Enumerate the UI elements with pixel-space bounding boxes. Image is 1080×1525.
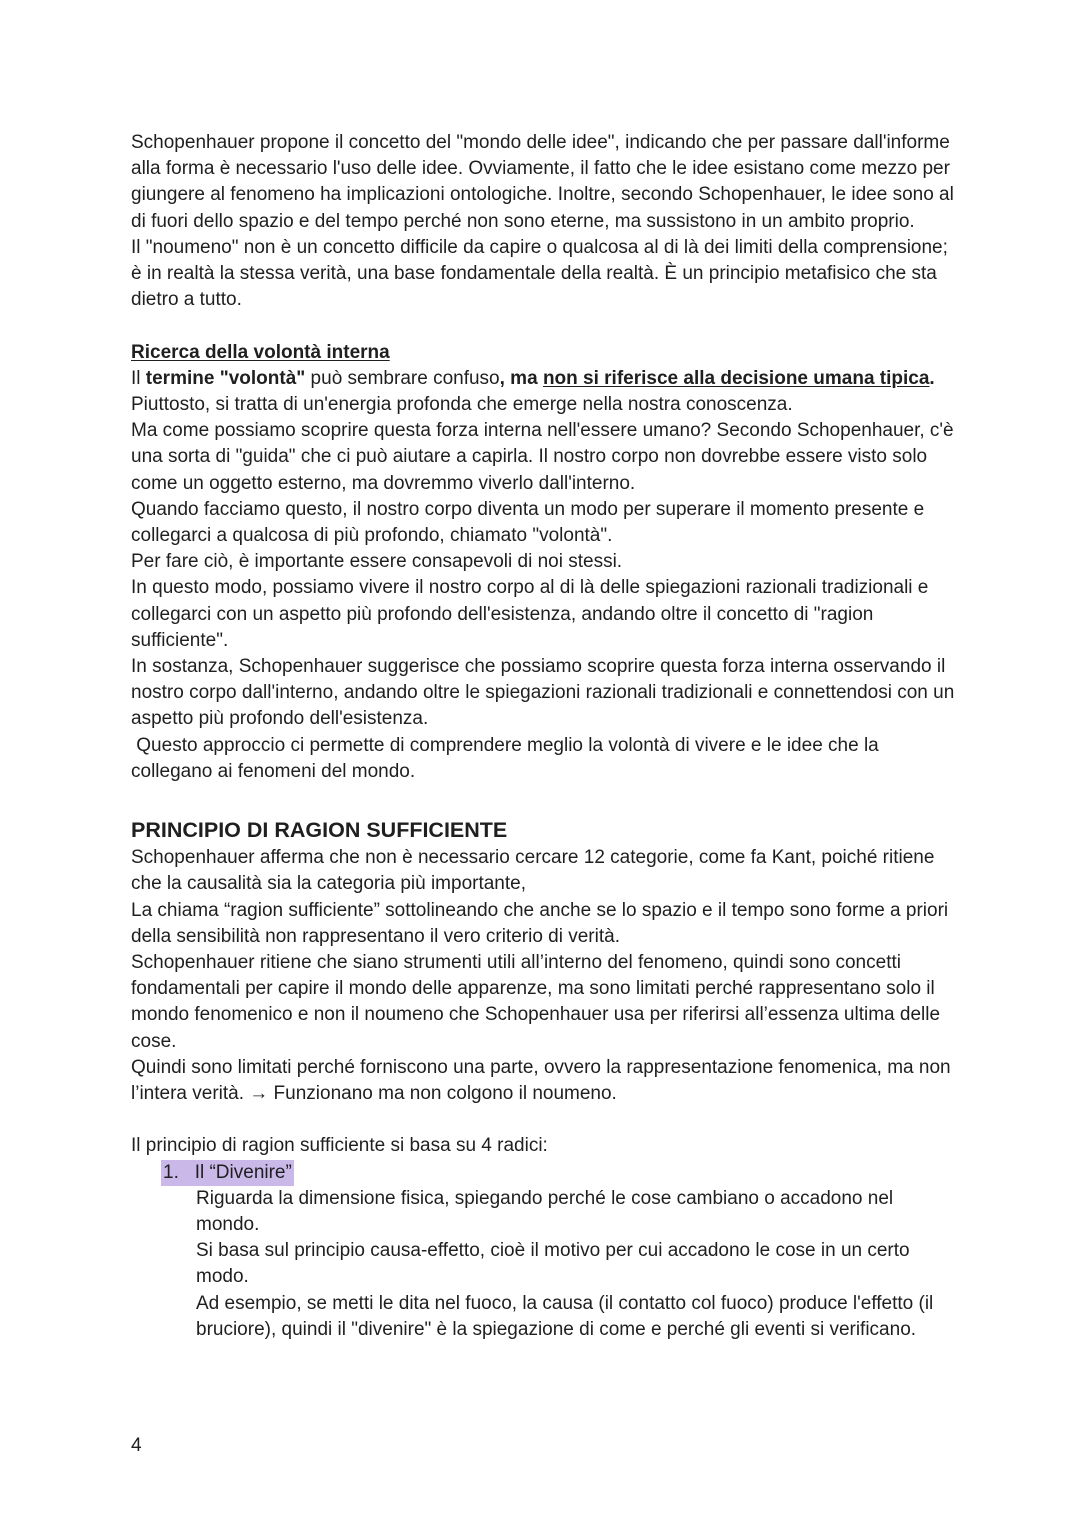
list-intro: Il principio di ragion sufficiente si basa su 4 radici: bbox=[131, 1135, 548, 1157]
list-item-title: Il “Divenire” bbox=[194, 1161, 292, 1183]
text-run: può sembrare confuso bbox=[305, 367, 500, 389]
list-item-paragraph: Riguarda la dimensione fisica, spiegando perché le cose cambiano o accadono nel mondo. bbox=[196, 1187, 894, 1236]
document-page bbox=[131, 130, 961, 1343]
volonta-paragraph: In sostanza, Schopenhauer suggerisce che possiamo scoprire questa forza interna osservando il nostro corpo dall'interno, andando oltre le spiegazioni razionali tradizionali e connettendosi con un aspetto più profondo dell'esistenza. bbox=[131, 656, 955, 730]
section-heading-volonta: Ricerca della volontà interna bbox=[131, 341, 390, 363]
volonta-first-paragraph bbox=[131, 366, 961, 418]
volonta-paragraph: Ma come possiamo scoprire questa forza interna nell'essere umano? Secondo Schopenhauer, c'è una sorta di "guida" che ci può aiutare a capirla. Il nostro corpo non dovrebbe essere visto solo come un oggetto esterno, ma dovremmo viverlo dall'interno. bbox=[131, 420, 954, 494]
intro-paragraph-2: Il "noumeno" non è un concetto difficile da capire o qualcosa al di là dei limiti della comprensione; è in realtà la stessa verità, una base fondamentale della realtà. È un principio metafisico che sta dietro a tutto. bbox=[131, 236, 948, 311]
spacer bbox=[131, 785, 961, 811]
bold-run: . bbox=[929, 367, 935, 389]
list-item-heading bbox=[163, 1160, 961, 1186]
list-item-divenire bbox=[131, 1160, 961, 1343]
spacer bbox=[131, 313, 961, 339]
ragion-paragraph: Schopenhauer afferma che non è necessario cercare 12 categorie, come fa Kant, poiché ritiene che la causalità sia la categoria più importante, bbox=[131, 847, 935, 895]
text-run: Il bbox=[131, 367, 146, 389]
list-item-paragraph: Si basa sul principio causa-effetto, cioè il motivo per cui accadono le cose in un certo modo. bbox=[196, 1240, 910, 1288]
spacer bbox=[131, 1107, 961, 1133]
text-run: Piuttosto, si tratta di un'energia profonda che emerge nella nostra conoscenza. bbox=[131, 394, 793, 416]
volonta-paragraph: In questo modo, possiamo vivere il nostro corpo al di là delle spiegazioni razionali tradizionali e collegarci con un aspetto più profondo dell'esistenza, andando oltre il concetto di "ragion sufficiente". bbox=[131, 577, 929, 651]
bold-run: termine "volontà" bbox=[145, 367, 306, 389]
list-number: 1. bbox=[163, 1161, 179, 1183]
ragion-paragraph: Schopenhauer ritiene che siano strumenti utili all’interno del fenomeno, quindi sono concetti fondamentali per capire il mondo delle apparenze, ma sono limitati perché rappresentano solo il mondo fenomenico e non il noumeno che Schopenhauer usa per riferirsi all’essenza ultima delle cose. bbox=[131, 952, 941, 1052]
ragion-paragraph: La chiama “ragion sufficiente” sottolineando che anche se lo spazio e il tempo sono forme a priori della sensibilità non rappresentano il vero criterio di verità. bbox=[131, 899, 949, 947]
section-heading-ragion-sufficiente: PRINCIPIO DI RAGION SUFFICIENTE bbox=[131, 818, 508, 843]
ragion-paragraph: Quindi sono limitati perché forniscono una parte, ovvero la rappresentazione fenomenica, ma non l’intera verità. → Funzionano ma non colgono il noumeno. bbox=[131, 1056, 951, 1105]
volonta-paragraph: Questo approccio ci permette di comprendere meglio la volontà di vivere e le idee che la collegano ai fenomeni del mondo. bbox=[131, 734, 885, 782]
list-item-paragraph: Ad esempio, se metti le dita nel fuoco, la causa (il contatto col fuoco) produce l'effetto (il bruciore), quindi il "divenire" è la spiegazione di come e perché gli eventi si verificano. bbox=[196, 1292, 934, 1340]
intro-paragraph-1: Schopenhauer propone il concetto del "mondo delle idee", indicando che per passare dall'informe alla forma è necessario l'uso delle idee. Ovviamente, il fatto che le idee esistano come mezzo per giungere al fenomeno ha implicazioni ontologiche. Inoltre, secondo Schopenhauer, le idee sono al di fuori dello spazio e del tempo perché non sono eterne, ma sussistono in un ambito proprio. bbox=[131, 132, 954, 232]
page-number: 4 bbox=[131, 1435, 142, 1456]
highlighted-list-label bbox=[161, 1160, 294, 1186]
volonta-paragraph: Per fare ciò, è importante essere consapevoli di noi stessi. bbox=[131, 551, 623, 573]
bold-underlined-run: non si riferisce alla decisione umana tipica bbox=[542, 367, 930, 389]
volonta-paragraph: Quando facciamo questo, il nostro corpo diventa un modo per superare il momento presente e collegarci a qualcosa di più profondo, chiamato "volontà". bbox=[131, 498, 925, 547]
bold-run: , ma bbox=[499, 367, 543, 389]
